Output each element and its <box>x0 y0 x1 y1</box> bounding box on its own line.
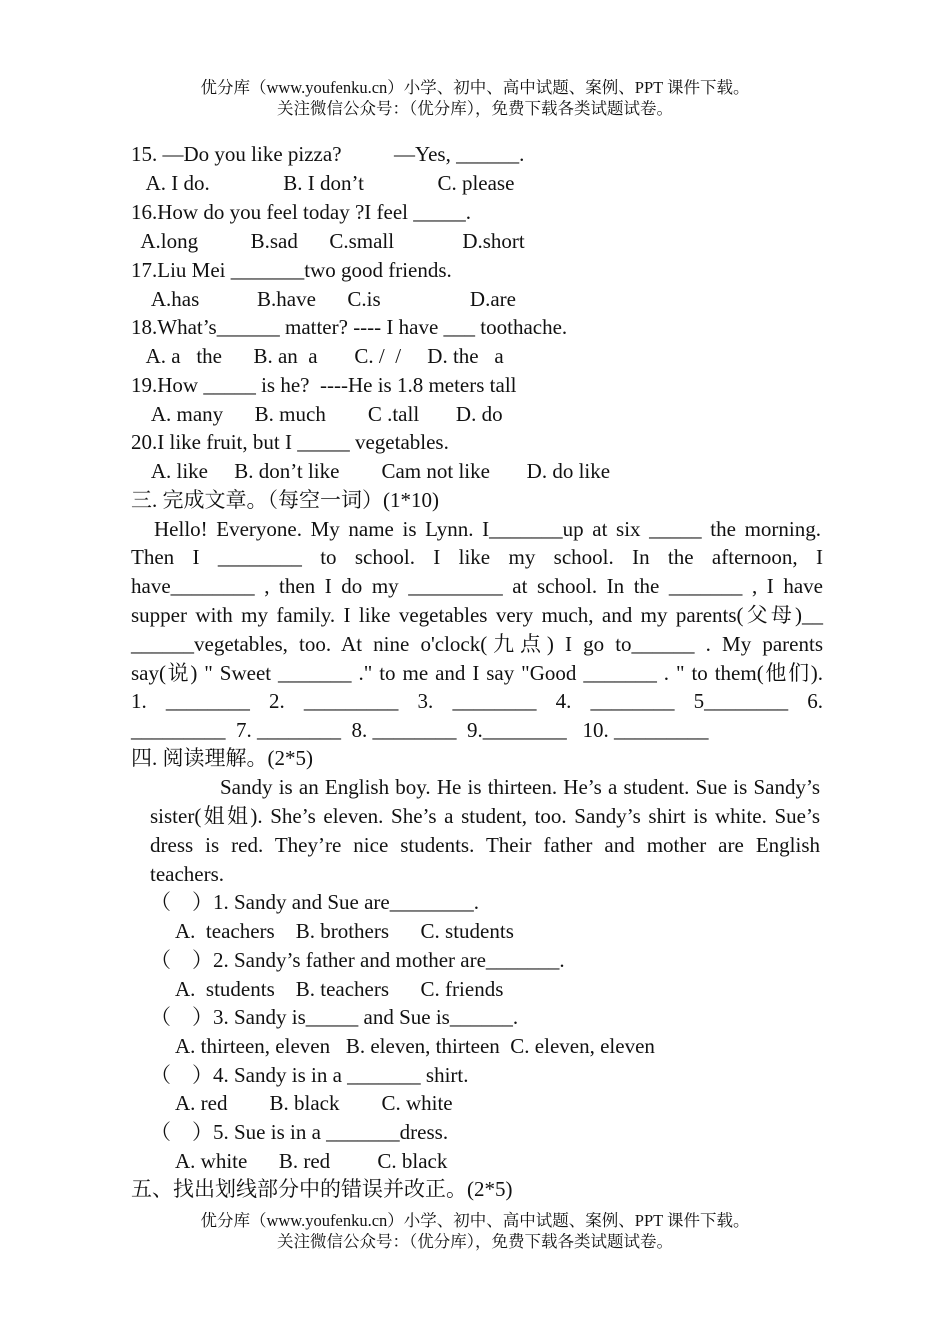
cloze-line-6: say(说) " Sweet _______ ." to me and I say "Good _______ . " to them(他们). <box>131 661 823 685</box>
footer-line-2: 关注微信公众号：（优分库），免费下载各类试题试卷。 <box>277 1232 673 1251</box>
cloze-heading: 三. 完成文章。（每空一词）(1*10) <box>131 488 439 512</box>
cloze-line-2: Then I ________ to school. I like my school. In the afternoon, I <box>131 545 823 569</box>
reading-question-1-options: A. teachers B. brothers C. students <box>175 919 514 943</box>
question-16: 16.How do you feel today ?I feel _____. <box>131 200 471 224</box>
reading-question-3-options: A. thirteen, eleven B. eleven, thirteen C. eleven, eleven <box>175 1034 655 1058</box>
reading-heading: 四. 阅读理解。(2*5) <box>131 746 313 770</box>
question-20: 20.I like fruit, but I _____ vegetables. <box>131 430 449 454</box>
reading-question-2: （ ）2. Sandy’s father and mother are_______. <box>150 948 565 972</box>
cloze-line-1: Hello! Everyone. My name is Lynn. I_______up at six _____ the morning. <box>154 517 821 541</box>
question-16-options: A.long B.sad C.small D.short <box>131 229 525 253</box>
question-18-options: A. a the B. an a C. / / D. the a <box>131 344 504 368</box>
question-19-options: A. many B. much C .tall D. do <box>131 402 503 426</box>
cloze-line-5: ______vegetables, too. At nine o'clock(九点) I go to______ . My parents <box>131 632 823 656</box>
reading-passage: Sandy is an English boy. He is thirteen. He’s a student. Sue is Sandy’s sister(姐姐). She’s eleven. She’s a student, too. Sandy’s shirt is white. Sue’s dress is red. They’re nice students. Their father and mother are English teachers. <box>150 775 820 886</box>
cloze-line-4: supper with my family. I like vegetables very much, and my parents(父母)__ <box>131 603 823 627</box>
cloze-answers-line-2: _________ 7. ________ 8. ________ 9.________ 10. _________ <box>131 718 709 742</box>
reading-question-5-options: A. white B. red C. black <box>175 1149 448 1173</box>
question-15-options: A. I do. B. I don’t C. please <box>131 171 515 195</box>
question-17-options: A.has B.have C.is D.are <box>131 287 516 311</box>
reading-question-5: （ ）5. Sue is in a _______dress. <box>150 1120 449 1144</box>
question-19: 19.How _____ is he? ----He is 1.8 meters tall <box>131 373 517 397</box>
reading-question-4: （ ）4. Sandy is in a _______ shirt. <box>150 1063 469 1087</box>
reading-question-4-options: A. red B. black C. white <box>175 1091 453 1115</box>
cloze-answers-line-1: 1. ________ 2. _________ 3. ________ 4. ________ 5________ 6. <box>131 689 823 713</box>
question-20-options: A. like B. don’t like Cam not like D. do like <box>131 459 611 483</box>
question-17: 17.Liu Mei _______two good friends. <box>131 258 452 282</box>
reading-question-1: （ ）1. Sandy and Sue are________. <box>150 890 479 914</box>
cloze-line-3: have________ , then I do my _________ at school. In the _______ , I have <box>131 574 823 598</box>
error-correction-heading: 五、找出划线部分中的错误并改正。(2*5) <box>131 1177 513 1201</box>
reading-question-3: （ ）3. Sandy is_____ and Sue is______. <box>150 1005 519 1029</box>
header-line-2: 关注微信公众号：（优分库），免费下载各类试题试卷。 <box>277 99 673 118</box>
footer-line-1: 优分库（www.youfenku.cn）小学、初中、高中试题、案例、PPT 课件下载。 <box>200 1211 750 1230</box>
question-15: 15. —Do you like pizza? —Yes, ______. <box>131 142 525 166</box>
question-18: 18.What’s______ matter? ---- I have ___ toothache. <box>131 315 568 339</box>
header-line-1: 优分库（www.youfenku.cn）小学、初中、高中试题、案例、PPT 课件下载。 <box>200 78 750 97</box>
reading-question-2-options: A. students B. teachers C. friends <box>175 977 504 1001</box>
